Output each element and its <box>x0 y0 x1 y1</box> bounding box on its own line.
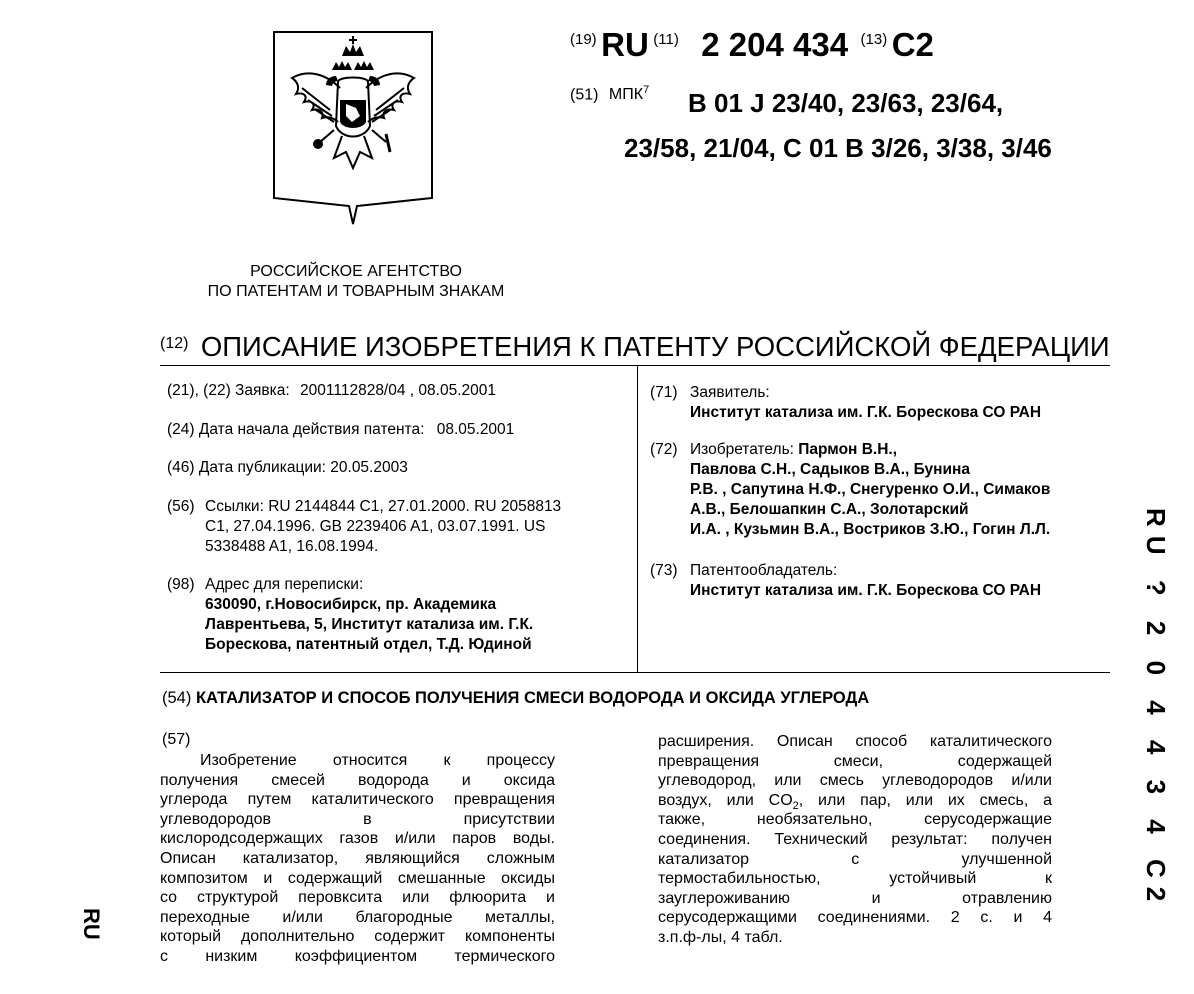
code-11: (11) <box>653 31 679 48</box>
rule-bottom <box>160 672 1110 673</box>
co2-subscript: 2 <box>792 799 799 811</box>
field-72-code: (72) <box>650 441 678 458</box>
field-73-code: (73) <box>650 562 678 579</box>
code-54: (54) <box>162 689 192 707</box>
abstract-line: с низким коэффициентом термического <box>160 947 555 965</box>
side-mark-left: RU <box>79 908 104 940</box>
publication-header <box>570 26 934 74</box>
document-title <box>160 331 1110 363</box>
field-24 <box>167 420 514 440</box>
invention-title <box>162 689 869 708</box>
agency-line2: ПО ПАТЕНТАМ И ТОВАРНЫМ ЗНАКАМ <box>207 283 505 300</box>
field-72-label: Изобретатель: <box>690 441 794 458</box>
field-72-inventors <box>690 440 1110 540</box>
field-56-line3: 5338488 A1, 16.08.1994. <box>205 538 379 555</box>
field-98-label: Адрес для переписки: <box>205 576 364 593</box>
ipc-label-block <box>570 84 649 104</box>
field-56-line2: C1, 27.04.1996. GB 2239406 A1, 03.07.1991. US <box>205 518 546 535</box>
emblem-icon <box>272 30 434 226</box>
field-56-code: (56) <box>167 498 195 515</box>
field-71-value: Институт катализа им. Г.К. Борескова СО РАН <box>690 404 1042 421</box>
co2-prefix: воздух, или CO <box>658 791 793 809</box>
abstract-line: термостабильностью, устойчивый к <box>658 870 1052 888</box>
co2-suffix: , или пар, или их смесь, а <box>798 791 1052 809</box>
field-71-applicant <box>690 383 1110 423</box>
rule-column-divider <box>637 366 638 672</box>
abstract-line: з.п.ф-лы, 4 табл. <box>658 928 783 946</box>
abstract-line-co2 <box>658 791 1052 811</box>
field-56-references <box>205 497 620 557</box>
abstract-line: со структурой перовксита или флюорита и <box>160 889 555 907</box>
field-24-label: (24) Дата начала действия патента: <box>167 421 425 438</box>
abstract-line: также, необязательно, серусодержащие <box>658 811 1052 829</box>
abstract-line: получения смесей водорода и оксида <box>160 771 555 789</box>
field-46 <box>167 458 408 478</box>
agency-line1: РОССИЙСКОЕ АГЕНТСТВО <box>250 263 462 280</box>
field-72-line1: Пармон В.Н., <box>798 441 898 458</box>
abstract-line: превращения смеси, содержащей <box>658 752 1052 770</box>
ipc-label: МПК <box>608 86 644 104</box>
field-21-value: 2001112828/04 , 08.05.2001 <box>300 382 496 399</box>
code-51: (51) <box>570 86 599 104</box>
abstract-line: Изобретение относится к процессу <box>200 752 555 769</box>
abstract-line: углеводородов в присутствии <box>160 810 555 828</box>
invention-title-text: КАТАЛИЗАТОР И СПОСОБ ПОЛУЧЕНИЯ СМЕСИ ВОДОРОДА И ОКСИДА УГЛЕРОДА <box>195 689 870 707</box>
abstract-line: расширения. Описан способ каталитического <box>658 733 1052 750</box>
field-46-label: (46) Дата публикации: <box>167 459 326 476</box>
abstract-line: Описан катализатор, являющийся сложным <box>160 849 555 867</box>
abstract-column-1 <box>160 751 555 967</box>
field-98-line2: Лаврентьева, 5, Институт катализа им. Г.К. <box>205 616 534 633</box>
code-57: (57) <box>162 731 191 748</box>
field-73-label: Патентообладатель: <box>690 562 838 579</box>
abstract-line: который дополнительно содержит компоненты <box>160 928 555 946</box>
title-text: ОПИСАНИЕ ИЗОБРЕТЕНИЯ К ПАТЕНТУ РОССИЙСКОЙ ФЕДЕРАЦИИ <box>200 331 1110 362</box>
field-72-line3: Р.В. , Сапутина Н.Ф., Снегуренко О.И., Симаков <box>690 481 1051 498</box>
field-72-line4: А.В., Белошапкин С.А., Золотарский <box>690 501 969 518</box>
field-71-code: (71) <box>650 384 678 401</box>
field-24-value: 08.05.2001 <box>436 421 515 438</box>
field-73-holder <box>690 561 1110 601</box>
ipc-classes-line2: 23/58, 21/04, C 01 B 3/26, 3/38, 3/46 <box>624 133 1052 163</box>
side-mark-right: RU ? 2 0 4 4 3 4 C2 <box>1141 508 1171 911</box>
field-98-address <box>205 575 625 655</box>
abstract-line: зауглероживанию и отравлению <box>658 889 1052 907</box>
field-56-line1: RU 2144844 C1, 27.01.2000. RU 2058813 <box>268 498 562 515</box>
field-46-value: 20.05.2003 <box>330 459 408 476</box>
ipc-version: 7 <box>643 84 650 96</box>
field-98-line3: Борескова, патентный отдел, Т.Д. Юдиной <box>205 636 532 653</box>
field-72-line5: И.А. , Кузьмин В.А., Востриков З.Ю., Гогин Л.Л. <box>690 521 1051 538</box>
abstract-line: кислородсодержащих газов и/или паров воды. <box>160 830 555 848</box>
field-98-code: (98) <box>167 576 195 593</box>
ipc-classes-line1: B 01 J 23/40, 23/63, 23/64, <box>688 88 1004 118</box>
agency-name <box>180 262 532 302</box>
abstract-line: соединения. Технический результат: получен <box>658 830 1052 848</box>
field-71-label: Заявитель: <box>690 384 770 401</box>
code-13: (13) <box>860 31 888 48</box>
patent-number: 2 204 434 <box>701 26 849 63</box>
abstract-line: катализатор с улучшенной <box>658 850 1052 868</box>
abstract-line: углерода путем каталитического превращения <box>160 791 555 809</box>
rule-top <box>160 365 1110 366</box>
abstract-line: серусодержащими соединениями. 2 с. и 4 <box>658 909 1052 927</box>
field-21-22 <box>167 381 496 401</box>
code-12: (12) <box>160 335 189 352</box>
field-56-label: Ссылки: <box>205 498 264 515</box>
field-98-line1: 630090, г.Новосибирск, пр. Академика <box>205 596 497 613</box>
abstract-column-2 <box>658 732 1052 948</box>
field-21-label: (21), (22) Заявка: <box>167 382 290 399</box>
abstract-line: переходные и/или благородные металлы, <box>160 908 555 926</box>
abstract-line: углеводород, или смесь углеводородов и/или <box>658 772 1052 790</box>
field-73-value: Институт катализа им. Г.К. Борескова СО РАН <box>690 582 1042 599</box>
field-72-line2: Павлова С.Н., Садыков В.А., Бунина <box>690 461 971 478</box>
country-code: RU <box>601 26 649 63</box>
abstract-line: композитом и содержащий смешанные оксиды <box>160 869 555 887</box>
kind-code: C2 <box>891 26 934 63</box>
code-19: (19) <box>570 31 597 48</box>
